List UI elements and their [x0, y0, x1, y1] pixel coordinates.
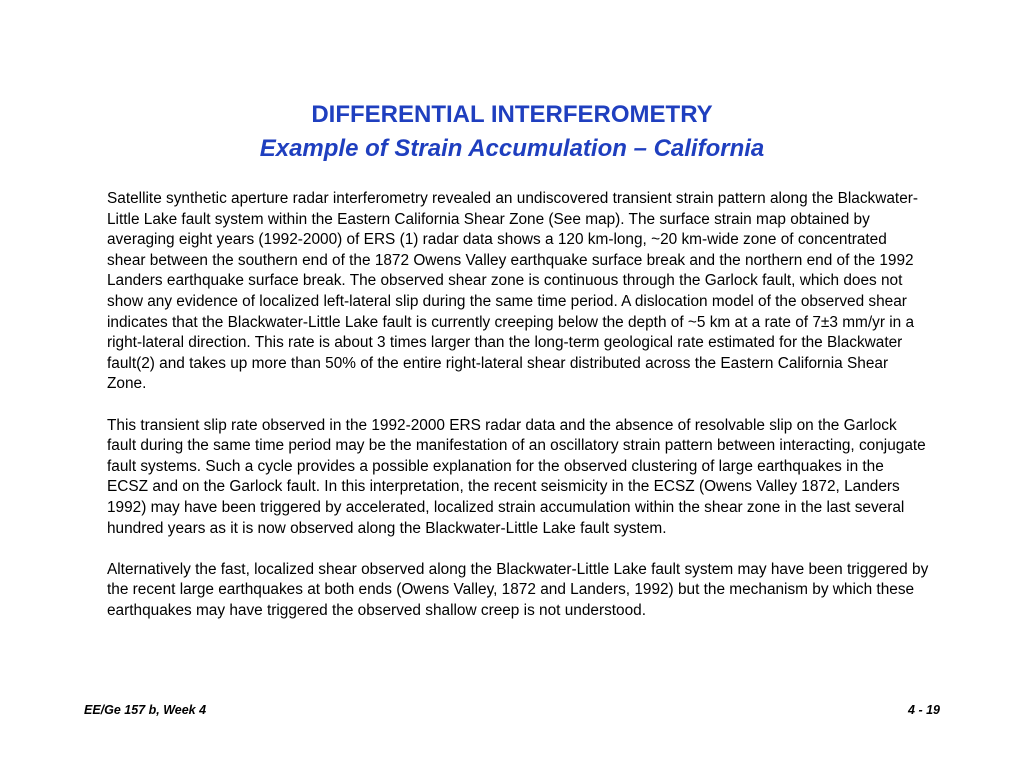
title-line-2: Example of Strain Accumulation – California — [259, 135, 765, 162]
paragraph-3: Alternatively the fast, localized shear observed along the Blackwater-Little Lake fault system may have been triggered by the recent large earthquakes at both ends (Owens Valley, 1872 and Landers, 1992) but the mechanism by which these earthquakes may have triggered the observed shallow creep is not understood. — [107, 560, 929, 619]
body-text — [107, 189, 929, 642]
footer-page-number: 4 - 19 — [908, 703, 940, 717]
footer-course-label: EE/Ge 157 b, Week 4 — [84, 703, 207, 717]
slide-title — [0, 98, 1024, 166]
title-line-1: DIFFERENTIAL INTERFEROMETRY — [311, 101, 713, 128]
paragraph-1: Satellite synthetic aperture radar interferometry revealed an undiscovered transient strain pattern along the Blackwater-Little Lake fault system within the Eastern California Shear Zone (See map). The surface strain map obtained by averaging eight years (1992-2000) of ERS (1) radar data shows a 120 km-long, ~20 km-wide zone of concentrated shear between the southern end of the 1872 Owens Valley earthquake surface break and the northern end of the 1992 Landers earthquake surface break. The observed shear zone is continuous through the Garlock fault, which does not show any evidence of localized left-lateral slip during the same time period. A dislocation model of the observed shear indicates that the Blackwater-Little Lake fault is currently creeping below the depth of ~5 km at a rate of 7±3 mm/yr in a right-lateral direction. This rate is about 3 times larger than the long-term geological rate estimated for the Blackwater fault(2) and takes up more than 50% of the entire right-lateral shear distributed across the Eastern California Shear Zone. — [107, 190, 918, 393]
paragraph-2: This transient slip rate observed in the 1992-2000 ERS radar data and the absence of resolvable slip on the Garlock fault during the same time period may be the manifestation of an oscillatory strain pattern between interacting, conjugate fault systems. Such a cycle provides a possible explanation for the observed clustering of large earthquakes in the ECSZ and on the Garlock fault. In this interpretation, the recent seismicity in the ECSZ (Owens Valley 1872, Landers 1992) may have been triggered by accelerated, localized strain accumulation within the shear zone in the last several hundred years as it is now observed along the Blackwater-Little Lake fault system. — [107, 416, 926, 537]
